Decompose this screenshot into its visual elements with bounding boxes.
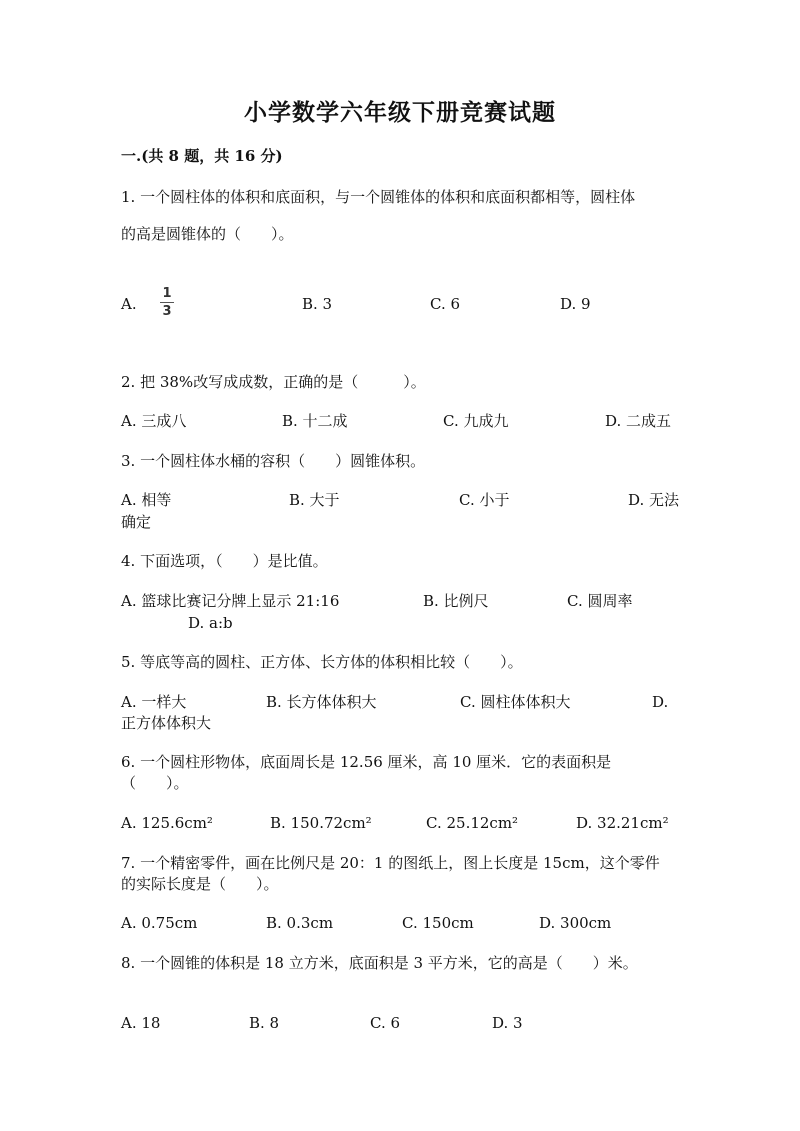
question-3-stem: 3. 一个圆柱体水桶的容积（ ）圆锥体积。 [121, 452, 426, 470]
question-6-stem-line-2: （ ）。 [121, 774, 189, 792]
question-8-stem: 8. 一个圆锥的体积是 18 立方米，底面积是 3 平方米，它的高是（ ）米。 [121, 954, 638, 972]
question-2-option-a: A. 三成八 [121, 412, 187, 430]
question-4-option-b: B. 比例尺 [423, 592, 489, 610]
section-heading: 一.(共 8 题，共 16 分) [121, 147, 283, 165]
page-title: 小学数学六年级下册竞赛试题 [244, 99, 556, 126]
question-5-option-c: C. 圆柱体体积大 [460, 693, 571, 711]
question-7-stem-line-2: 的实际长度是（ ）。 [121, 875, 279, 893]
question-3-option-b: B. 大于 [289, 491, 340, 509]
question-7-option-c: C. 150cm [402, 914, 474, 932]
question-8-option-a: A. 18 [121, 1014, 161, 1032]
question-5-option-a: A. 一样大 [121, 693, 187, 711]
fraction-numerator: 1 [162, 286, 172, 301]
question-8-option-d: D. 3 [492, 1014, 523, 1032]
fraction-one-third [160, 287, 174, 318]
question-5-option-d-wrap: 正方体体积大 [121, 714, 212, 732]
question-1-option-d: D. 9 [560, 295, 591, 313]
question-7-option-b: B. 0.3cm [266, 914, 334, 932]
fraction-bar [160, 302, 174, 303]
question-8-option-b: B. 8 [249, 1014, 280, 1032]
question-8-option-c: C. 6 [370, 1014, 401, 1032]
question-1-option-b: B. 3 [302, 295, 333, 313]
question-1-stem-line-1: 1. 一个圆柱体的体积和底面积，与一个圆锥体的体积和底面积都相等，圆柱体 [121, 188, 636, 206]
question-4-stem: 4. 下面选项，（ ）是比值。 [121, 552, 328, 570]
question-2-option-b: B. 十二成 [282, 412, 348, 430]
question-3-option-a: A. 相等 [121, 491, 172, 509]
question-4-option-d: D. a:b [188, 614, 233, 632]
question-2-option-d: D. 二成五 [605, 412, 672, 430]
question-5-stem: 5. 等底等高的圆柱、正方体、长方体的体积相比较（ ）。 [121, 653, 523, 671]
question-1-stem-line-2: 的高是圆锥体的（ ）。 [121, 225, 294, 243]
question-6-option-c: C. 25.12cm² [426, 814, 519, 832]
question-4-option-c: C. 圆周率 [567, 592, 633, 610]
question-5-option-d: D. [652, 693, 669, 711]
question-3-option-c: C. 小于 [459, 491, 510, 509]
question-6-stem-line-1: 6. 一个圆柱形物体，底面周长是 12.56 厘米，高 10 厘米．它的表面积是 [121, 753, 612, 771]
question-4-option-a: A. 篮球比赛记分牌上显示 21:16 [121, 592, 340, 610]
fraction-denominator: 3 [162, 304, 172, 319]
question-1-option-a: A. [121, 295, 137, 313]
question-1-option-c: C. 6 [430, 295, 461, 313]
question-5-option-b: B. 长方体体积大 [266, 693, 377, 711]
question-3-option-d: D. 无法 [628, 491, 680, 509]
question-7-stem-line-1: 7. 一个精密零件，画在比例尺是 20：1 的图纸上，图上长度是 15cm，这个零件 [121, 854, 660, 872]
question-6-option-a: A. 125.6cm² [121, 814, 213, 832]
question-6-option-d: D. 32.21cm² [576, 814, 669, 832]
question-7-option-d: D. 300cm [539, 914, 612, 932]
question-3-option-d-wrap: 确定 [121, 513, 152, 531]
question-2-option-c: C. 九成九 [443, 412, 509, 430]
question-7-option-a: A. 0.75cm [121, 914, 198, 932]
question-2-stem: 2. 把 38%改写成成数，正确的是（ ）。 [121, 373, 426, 391]
question-6-option-b: B. 150.72cm² [270, 814, 372, 832]
